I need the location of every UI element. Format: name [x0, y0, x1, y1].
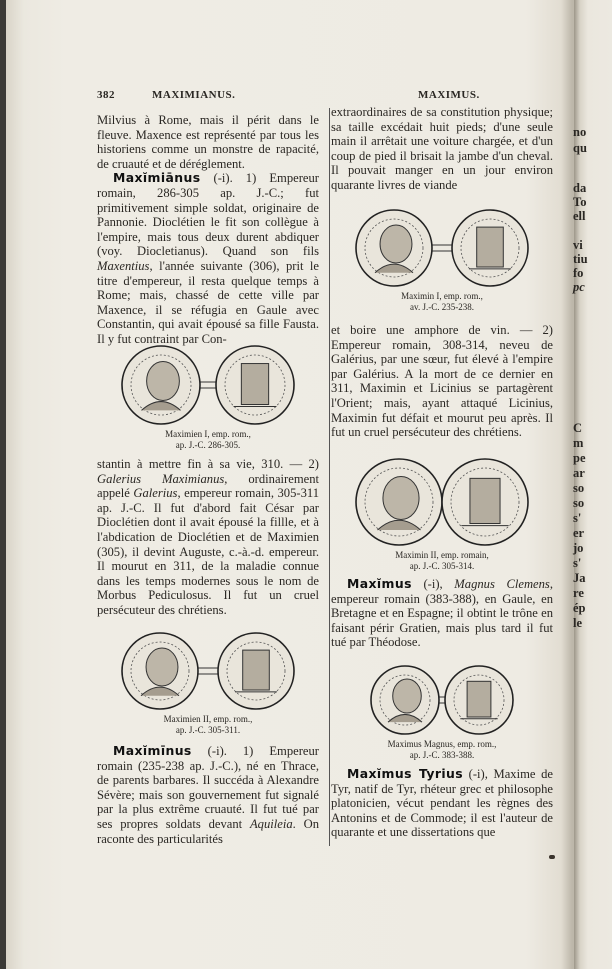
body-text: (-i), Maxime de Tyr, natif de Tyr, rhéteur grec et philosophe platonicien, vécut pendant les règnes des Antonins et de Commode; il est l'auteur de quarante et une dissertations que — [331, 767, 553, 840]
page-number: 382 — [97, 89, 115, 101]
figure-caption: Maximus Magnus, emp. rom., — [387, 739, 497, 749]
coin-illustration — [367, 663, 517, 737]
right-column-bottom — [331, 767, 553, 840]
reverse-figure — [470, 478, 500, 523]
entry-maximus — [331, 577, 553, 650]
figure-caption: ap. J.-C. 305-311. — [175, 725, 241, 735]
entry-maximinus — [97, 744, 319, 846]
facing-page-text: m — [573, 436, 584, 450]
paragraph — [331, 105, 553, 193]
left-column-middle — [97, 457, 319, 618]
facing-page-text: vi — [573, 238, 583, 252]
figure-caption: ap. J.-C. 383-388. — [409, 750, 475, 760]
facing-page-text: pe — [573, 451, 586, 465]
body-text: stantin à mettre fin à sa vie, 310. — 2) — [97, 457, 319, 471]
reverse-figure — [241, 364, 268, 405]
reverse-figure — [467, 681, 491, 717]
portrait-head — [146, 648, 178, 686]
right-column-top — [331, 105, 553, 193]
portrait-head — [393, 679, 422, 713]
figure-caption: ap. J.-C. 286-305. — [175, 440, 241, 450]
body-text: extraordinaires de sa constitution physique; sa taille excédait huit pieds; d'une seule main il arrêtait une voiture chargée, et d'un coup de pied il brisait la jambe d'un cheval. Il pouvait manger en un jour environ quarante livres de viande — [331, 105, 553, 192]
figure-caption: ap. J.-C. 305-314. — [409, 561, 475, 571]
right-column-middle — [331, 323, 553, 440]
coin-illustration — [118, 343, 298, 427]
running-head-right: MAXIMUS. — [418, 89, 480, 101]
running-head-left: MAXIMIANUS. — [152, 89, 236, 101]
facing-page-text: no — [573, 125, 587, 139]
left-column-top — [97, 113, 319, 347]
italic-text: Galerius — [133, 486, 178, 501]
paragraph — [97, 113, 319, 171]
facing-page-text: ar — [573, 466, 585, 480]
body-text: et boire une amphore de vin. — 2) Empereur romain, 308-314, neveu de Galérius, par une sœur, fut élevé à l'empire par Galérius. A la mort de ce dernier en 311, Maximin et Licinius se partagèrent l'Orient; mais, ayant attaqué Licinius, Maximin fut défait et mourut peu après. Il fut un cruel persécuteur des chrétiens. — [331, 323, 553, 440]
body-text: (-i). 1) Empereur romain (235-238 ap. J.-C.), né en Thrace, de parents barbares. Il succéda à Alexandre Sévère; mais son gouvernement fut signalé par la plus extrême cruauté. Il fut tué par ses propres soldats devant — [97, 744, 319, 831]
facing-page-edge — [574, 0, 612, 969]
figure-caption: Maximin II, emp. romain, — [395, 550, 489, 560]
facing-page-text: so — [573, 496, 585, 510]
portrait-head — [380, 225, 412, 263]
portrait-head — [147, 362, 180, 401]
paragraph — [331, 323, 553, 440]
figure-caption: av. J.-C. 235-238. — [410, 302, 474, 312]
facing-page-text: so — [573, 481, 585, 495]
facing-page-text: ell — [573, 209, 586, 223]
coin-figure-maximien-2 — [97, 630, 319, 736]
body-text: , empereur romain, 305-311 ap. J.-C. Il fut d'abord fait César par Dioclétien dont il avait épousé la fillle, et à l'abdication de Dioclétien et de Maximien (305), il devint Auguste, c.-à.-d. empereur. Il mourut en 311, de la maladie connue dans les temps modernes sous le nom de Morbus Pediculosus. Il fut un cruel persécuteur des chrétiens. — [97, 486, 319, 617]
ink-blot — [549, 855, 555, 859]
facing-page-text: ép — [573, 601, 586, 615]
entry-headword: Maxĭmīnus — [113, 743, 192, 758]
figure-caption: Maximin I, emp. rom., — [401, 291, 483, 301]
facing-page-text: pc — [573, 280, 585, 294]
coin-figure-maximus-magnus — [331, 663, 553, 761]
facing-page-text: C — [573, 421, 583, 435]
italic-text: Maxentius — [97, 258, 150, 273]
left-column-bottom — [97, 744, 319, 846]
entry-maximus-tyrius — [331, 767, 553, 840]
body-text: Milvius à Rome, mais il périt dans le fleuve. Maxence est représenté par tous les historiens comme un monstre de rapacité, de cruauté et de déréglement. — [97, 113, 319, 171]
italic-text: Aquileia — [249, 816, 293, 831]
portrait-head — [383, 477, 419, 520]
figure-caption: Maximien I, emp. rom., — [165, 429, 251, 439]
body-text: , empereur romain (383-388), en Gaule, en Bretagne et en Espagne; il obtint le trône en faisant périr Gratien, mais plus tard il fut tué par Théodose. — [331, 577, 553, 650]
entry-maximianus — [97, 171, 319, 346]
coin-figure-maximien-1 — [97, 343, 319, 451]
entry-headword: Maxĭmus — [347, 576, 412, 591]
column-divider — [329, 108, 330, 846]
entry-headword: Maxĭmiānus — [113, 170, 201, 186]
body-text: . On raconte des particularités — [97, 816, 319, 846]
body-text: , l'année suivante (306), prit le titre d'empereur, il resta quelque temps à Rome; mais, chassé de cette ville par Maxence, il se réfugia en Gaule avec Constantin, qui avait épousé sa fille Fausta. Il y fut contraint par Con- — [97, 258, 319, 346]
body-text: , ordinairement appelé — [97, 471, 319, 501]
facing-page-text: le — [573, 616, 583, 630]
facing-page-text: Ja — [573, 571, 586, 585]
facing-page-text: s' — [573, 556, 582, 570]
facing-page-text: s' — [573, 511, 582, 525]
facing-page-text: qu — [573, 141, 587, 155]
paragraph — [97, 457, 319, 618]
facing-page-text: re — [573, 586, 584, 600]
facing-page-text: fo — [573, 266, 584, 280]
coin-illustration — [118, 630, 298, 712]
book-page — [6, 0, 578, 969]
body-text: (-i), — [411, 577, 455, 591]
reverse-figure — [243, 650, 270, 690]
facing-page-text: da — [573, 181, 587, 195]
figure-caption: Maximien II, emp. rom., — [163, 714, 253, 724]
right-column-lower — [331, 577, 553, 650]
reverse-figure — [477, 227, 504, 267]
coin-figure-maximin-1 — [331, 207, 553, 313]
facing-page-text: To — [573, 195, 587, 209]
facing-page-text: jo — [573, 541, 584, 555]
italic-text: Magnus Clemens — [454, 577, 550, 591]
facing-page-text: er — [573, 526, 585, 540]
body-text: (-i). 1) Empereur romain, 286-305 ap. J.-C.; fut primitivement simple soldat, originaire de Pannonie. Dioclétien le fit son collègue à l'empire, mais tous deux durent abdiquer (voy. Diocletianus). Quand son fils — [97, 171, 319, 259]
facing-page-text: tiu — [573, 252, 588, 266]
italic-text: Galerius Maximianus — [97, 471, 225, 486]
coin-figure-maximin-2 — [331, 456, 553, 572]
coin-illustration — [352, 207, 532, 289]
coin-illustration — [352, 456, 532, 548]
entry-headword: Maxĭmus Tyrius — [347, 766, 464, 781]
